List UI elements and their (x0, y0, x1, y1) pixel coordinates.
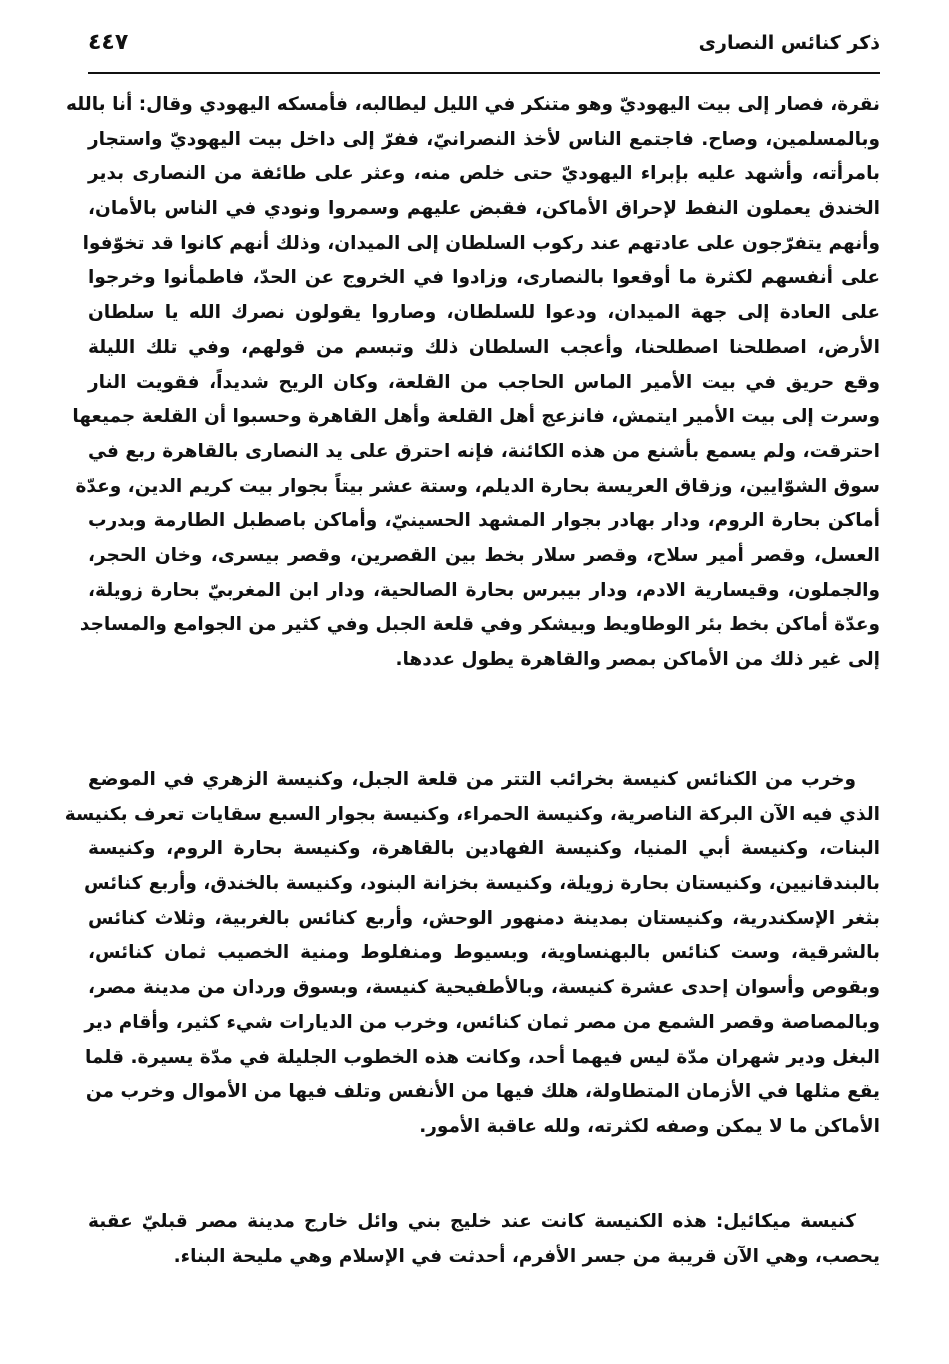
chapter-title: ذكر كنائس النصارى (698, 32, 880, 54)
text-line: وخرب من الكنائس كنيسة بخرائب التتر من قلعة الجبل، وكنيسة الزهري في الموضع (88, 769, 856, 790)
text-line: يقع مثلها في الأزمان المتطاولة، هلك فيها من الأنفس وتلف فيها من الأموال وخرب من (85, 1081, 880, 1103)
text-line: والجملون، وقيسارية الادم، ودار بيبرس بحارة الصالحية، ودار ابن المغربيّ بحارة زويلة، (88, 579, 880, 601)
paragraph-1 (66, 88, 880, 678)
text-line: على أنفسهم لكثرة ما أوقعوا بالنصارى، وزادوا في الخروج عن الحدّ، فاطمأنوا وخرجوا (88, 267, 880, 289)
text-line: وعدّة أماكن بخط بئر الوطاويط وبيشكر وفي قلعة الجبل وفي كثير من الجوامع والمساجد (79, 614, 880, 636)
text-line: العسل، وقصر أمير سلاح، وقصر سلار بخط بين القصرين، وقصر بيسرى، وخان الحجر، (88, 544, 880, 566)
text-line: البنات، وكنيسة أبي المنيا، وكنيسة الفهادين بالقاهرة، وكنيسة بحارة الروم، وكنيسة (88, 838, 880, 860)
text-line: وأنهم يتفرّجون على عادتهم عند ركوب السلطان إلى الميدان، وذلك أنهم كانوا قد تخوّفوا (82, 232, 880, 254)
paragraph-3 (88, 1205, 880, 1274)
text-line: الأماكن ما لا يمكن وصفه لكثرته، ولله عاقبة الأمور. (419, 1115, 880, 1137)
text-line: بثغر الإسكندرية، وكنيستان بمدينة دمنهور الوحش، وأربع كنائس بالغربية، وثلاث كنائس (88, 907, 880, 929)
text-line: نقرة، فصار إلى بيت اليهوديّ وهو متنكر في الليل ليطالبه، فأمسكه اليهودي وقال: أنا بالله (66, 94, 880, 115)
text-line: وبالمسلمين، وصاح. فاجتمع الناس لأخذ النصرانيّ، ففرّ إلى داخل بيت اليهوديّ واستجار (88, 128, 880, 150)
text-line: إلى غير ذلك من الأماكن بمصر والقاهرة يطول عددها. (395, 649, 880, 670)
text-line: وبقوص وأسوان إحدى عشرة كنيسة، وبالأطفيحية كنيسة، وبسوق وردان من مدينة مصر، (88, 977, 880, 999)
text-line: بالشرقية، وست كنائس بالبهنساوية، وبسيوط ومنفلوط ومنية الخصيب ثمان كنائس، (88, 942, 880, 964)
text-line: وقع حريق في بيت الأمير الماس الحاجب من القلعة، وكان الريح شديداً، فقويت النار (88, 371, 880, 393)
text-line: بالبندقانيين، وكنيستان بحارة زويلة، وكنيسة بخزانة البنود، وكنيسة بالخندق، وأربع كنائس (83, 873, 880, 895)
page-number: ٤٤٧ (88, 30, 129, 55)
text-line: كنيسة ميكائيل: هذه الكنيسة كانت عند خليج بني وائل خارج مدينة مصر قبليّ عقبة (88, 1211, 856, 1232)
text-line: يحصب، وهي الآن قريبة من جسر الأفرم، أحدثت في الإسلام وهي مليحة البناء. (173, 1245, 880, 1267)
text-line: بامرأته، وأشهد عليه بإبراء اليهوديّ حتى خلص منه، وعثر على طائفة من النصارى بدير (88, 163, 880, 185)
text-line: أماكن بحارة الروم، ودار بهادر بجوار المشهد الحسينيّ، وأماكن باصطبل الطارمة وبدرب (88, 510, 880, 532)
text-line: الذي فيه الآن البركة الناصرية، وكنيسة الحمراء، وكنيسة بجوار السبع سقايات تعرف بكنيسة (64, 803, 880, 825)
text-line: وسرت إلى بيت الأمير ايتمش، فانزعج أهل القلعة وأهل القاهرة وحسبوا أن القلعة جميعها (72, 406, 880, 428)
text-line: على العادة إلى جهة الميدان، ودعوا للسلطان، وصاروا يقولون نصرك الله يا سلطان (88, 302, 880, 324)
paragraph-2 (64, 763, 880, 1145)
text-line: الخندق يعملون النفط لإحراق الأماكن، فقبض عليهم وسمروا ونودي في الناس بالأمان، (88, 198, 880, 220)
header-rule (88, 72, 880, 74)
text-line: احترقت، ولم يسمع بأشنع من هذه الكائنة، فإنه احترق على يد النصارى بالقاهرة ربع في (88, 440, 880, 462)
text-line: سوق الشوّايين، وزقاق العريسة بحارة الديلم، وستة عشر بيتاً بجوار بيت كريم الدين، وعدّة (75, 475, 880, 497)
text-line: الأرض، اصطلحنا اصطلحنا، وأعجب السلطان ذلك وتبسم من قولهم، وفي تلك الليلة (88, 336, 880, 358)
text-line: البغل ودير شهران مدّة ليس فيهما أحد، وكانت هذه الخطوب الجليلة في مدّة يسيرة. قلما (85, 1046, 880, 1068)
running-header (88, 30, 880, 62)
text-line: وبالمصاصة وقصر الشمع من مصر ثمان كنائس، وخرب من الديارات شيء كثير، وأقام دير (84, 1011, 880, 1033)
